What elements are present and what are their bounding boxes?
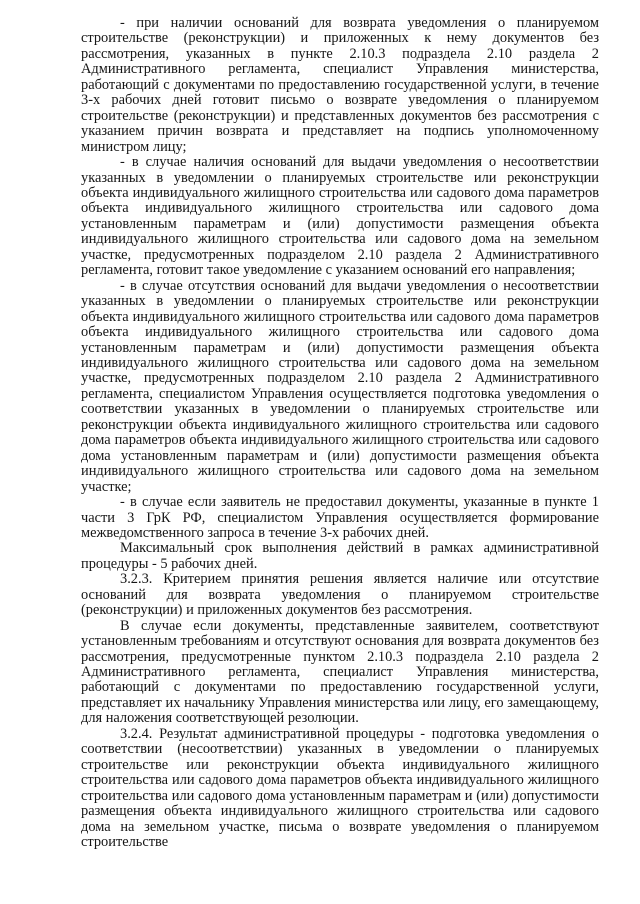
paragraph-interagency-request: - в случае если заявитель не предоставил документы, указанные в пункте 1 части 3 ГрК РФ, специалистом Управления осуществляется формирование межведомственного запроса в течение 3-х рабочих дней.	[81, 494, 599, 541]
paragraph-section-3-2-4: 3.2.4. Результат административной процедуры - подготовка уведомления о соответствии (несоответствии) указанных в уведомлении о планируемых строительстве или реконструкции объекта индивидуального жилищного строительства или садового дома параметров объекта индивидуального жилищного строительства или садового дома установленным параметрам и (или) допустимости размещения объекта индивидуального жилищного строительства или садового дома на земельном участке, письма о возврате уведомления о планируемом строительстве	[81, 725, 599, 851]
paragraph-nonconformity-grounds: - в случае наличия оснований для выдачи уведомления о несоответствии указанных в уведомлении о планируемых строительстве или реконструкции объекта индивидуального жилищного строительства или садового дома параметров объекта индивидуального жилищного строительства или садового дома установленным параметрам и (или) допустимости размещения объекта индивидуального жилищного строительства или садового дома на земельном участке, предусмотренных подразделом 2.10 раздела 2 Административного регламента, готовит такое уведомление с указанием оснований его направления;	[81, 154, 599, 279]
document-page	[81, 16, 599, 850]
paragraph-max-duration: Максимальный срок выполнения действий в рамках административной процедуры - 5 рабочих дней.	[81, 540, 599, 572]
paragraph-section-3-2-3: 3.2.3. Критерием принятия решения является наличие или отсутствие оснований для возврата уведомления о планируемом строительстве (реконструкции) и приложенных документов без рассмотрения.	[81, 571, 599, 619]
paragraph-conformity-notice: - в случае отсутствия оснований для выдачи уведомления о несоответствии указанных в уведомлении о планируемых строительстве или реконструкции объекта индивидуального жилищного строительства или садового дома параметров объекта индивидуального жилищного строительства или садового дома установленным параметрам и (или) допустимости размещения объекта индивидуального жилищного строительства или садового дома на земельном участке, предусмотренных подразделом 2.10 раздела 2 Административного регламента, специалистом Управления осуществляется подготовка уведомления о соответствии указанных в уведомлении о планируемых строительстве или реконструкции объекта индивидуального жилищного строительства или садового дома параметров объекта индивидуального жилищного строительства или садового дома установленным параметрам и (или) допустимости размещения объекта индивидуального жилищного строительства или садового дома на земельном участке;	[81, 277, 599, 495]
paragraph-documents-conform: В случае если документы, представленные заявителем, соответствуют установленным требованиям и отсутствуют основания для возврата документов без рассмотрения, предусмотренные пунктом 2.10.3 подраздела 2.10 раздела 2 Административного регламента, специалист Управления министерства, работающий с документами по предоставлению государственной услуги, представляет их начальнику Управления министерства или лицу, его замещающему, для наложения соответствующей резолюции.	[81, 617, 599, 727]
paragraph-return-notice: - при наличии оснований для возврата уведомления о планируемом строительстве (реконструкции) и приложенных к нему документов без рассмотрения, указанных в пункте 2.10.3 подраздела 2.10 раздела 2 Административного регламента, специалист Управления министерства, работающий с документами по предоставлению государственной услуги, в течение 3-х рабочих дней готовит письмо о возврате уведомления о планируемом строительстве (реконструкции) и представленных документов без рассмотрения с указанием причин возврата и представляет на подпись уполномоченному министром лицу;	[81, 15, 599, 155]
